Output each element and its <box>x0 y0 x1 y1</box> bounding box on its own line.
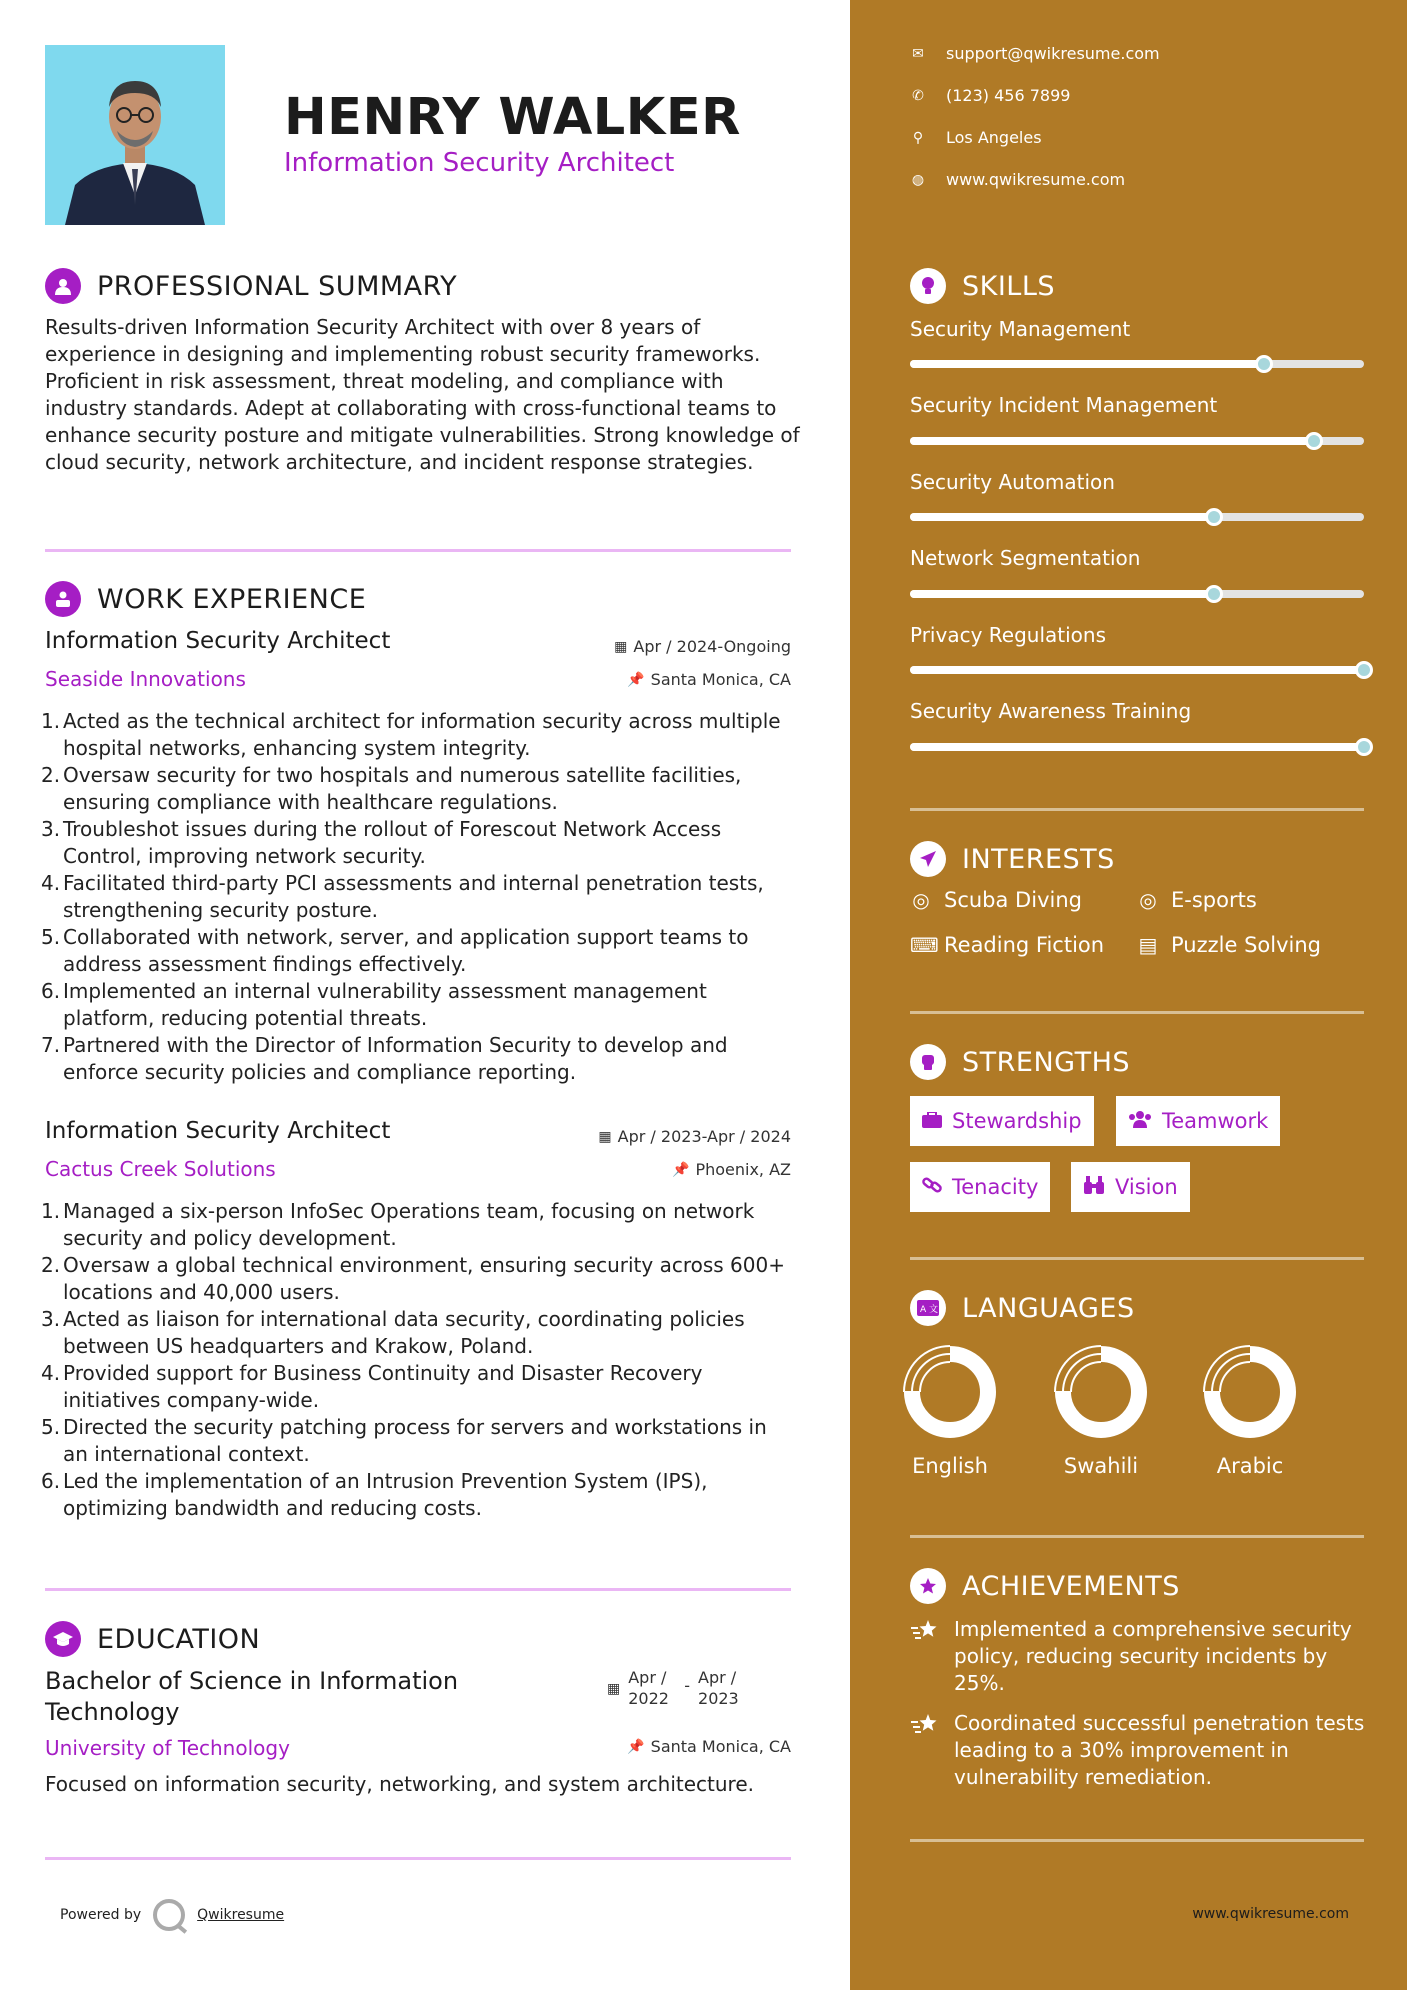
powered-by-label: Powered by <box>60 1907 142 1923</box>
education-location-text: Santa Monica, CA <box>650 1737 791 1756</box>
interest-label: Reading Fiction <box>944 933 1105 957</box>
interest-label: Scuba Diving <box>944 888 1082 912</box>
calendar-icon: ▦ <box>607 1681 621 1697</box>
lightbulb-icon <box>910 268 946 304</box>
skill-label: Security Automation <box>910 470 1115 494</box>
contact-website-text: www.qwikresume.com <box>946 170 1126 189</box>
experience-heading <box>45 581 366 617</box>
skill-bar-knob <box>1255 355 1273 373</box>
life-ring-icon: ◎ <box>1139 888 1157 912</box>
language-label: Swahili <box>1063 1454 1139 1478</box>
skill-bar <box>910 513 1364 521</box>
skill-label: Security Awareness Training <box>910 699 1192 723</box>
skill-bar <box>910 743 1364 751</box>
divider <box>910 808 1364 811</box>
language-label: English <box>912 1454 988 1478</box>
paper-plane-icon <box>910 841 946 877</box>
language-item <box>890 1342 1010 1478</box>
language-icon <box>910 1290 946 1326</box>
footer-website[interactable]: www.qwikresume.com <box>1192 1906 1349 1922</box>
summary-text: Results-driven Information Security Architect with over 8 years of experience in designing and implementing robust security frameworks. Proficient in risk assessment, threat modeling, and compliance with industry standards. Adept at collaborating with cross-functional teams to enhance security posture and mitigate vulnerabilities. Strong knowledge of cloud security, network architecture, and incident response strategies. <box>45 315 800 474</box>
skill-bar-fill <box>910 513 1214 521</box>
divider <box>910 1011 1364 1014</box>
job-dates <box>598 1127 791 1146</box>
strength-label: Teamwork <box>1162 1109 1269 1133</box>
contact-phone-text: (123) 456 7899 <box>946 86 1071 105</box>
brand-link[interactable]: Qwikresume <box>197 1907 285 1923</box>
list-item: Partnered with the Director of Information Security to develop and enforce security policies and compliance reporting. <box>63 1033 728 1084</box>
shooting-star-icon <box>910 1616 940 1697</box>
skill-bar <box>910 590 1364 598</box>
language-ring-outline <box>904 1346 950 1392</box>
skill-bar <box>910 360 1364 368</box>
job-location-text: Santa Monica, CA <box>650 670 791 689</box>
divider <box>45 1588 791 1591</box>
job-dates-text: Apr / 2023-Apr / 2024 <box>617 1127 791 1146</box>
interest-label: Puzzle Solving <box>1171 933 1321 957</box>
list-item: Oversaw a global technical environment, ensuring security across 600+ locations and 40,000 users. <box>63 1253 785 1304</box>
job-company: Cactus Creek Solutions <box>45 1157 276 1181</box>
job-company: Seaside Innovations <box>45 667 246 691</box>
list-item: Implemented an internal vulnerability assessment management platform, reducing potential threats. <box>63 979 707 1030</box>
achievement-item <box>910 1616 1370 1697</box>
divider <box>45 1857 791 1860</box>
skill-bar-fill <box>910 666 1364 674</box>
achievement-text: Implemented a comprehensive security policy, reducing security incidents by 25%. <box>954 1617 1352 1695</box>
qwikresume-logo-icon <box>153 1899 185 1931</box>
contact-phone[interactable] <box>910 86 1070 105</box>
job-title: Information Security Architect <box>45 628 391 654</box>
calendar-icon: ▦ <box>598 1128 612 1145</box>
list-item: Managed a six-person InfoSec Operations team, focusing on network security and policy development. <box>63 1199 755 1250</box>
users-icon <box>1128 1109 1152 1133</box>
strength-chip <box>1116 1096 1280 1146</box>
envelope-icon: ✉ <box>912 45 924 62</box>
svg-text:A: A <box>920 1305 927 1315</box>
globe-icon: ◍ <box>911 171 925 188</box>
achievements-heading <box>910 1568 1180 1604</box>
pin-icon: 📌 <box>627 1738 645 1755</box>
language-ring-outline <box>1055 1346 1101 1392</box>
contact-website[interactable] <box>910 170 1125 189</box>
job-location <box>672 1160 791 1179</box>
skill-bar-knob <box>1355 738 1373 756</box>
skill-bar-knob <box>1205 585 1223 603</box>
candidate-name: HENRY WALKER <box>284 88 741 147</box>
education-school: University of Technology <box>45 1736 290 1760</box>
job-location <box>627 670 791 689</box>
skill-bar-fill <box>910 590 1214 598</box>
interests-heading <box>910 841 1115 877</box>
education-heading-text: EDUCATION <box>97 1623 261 1655</box>
list-item: Directed the security patching process for servers and workstations in an international context. <box>63 1415 767 1466</box>
language-ring <box>1051 1342 1151 1442</box>
language-item <box>1041 1342 1161 1478</box>
list-item: Collaborated with network, server, and application support teams to address assessment findings effectively. <box>63 925 749 976</box>
interest-item <box>1137 888 1257 912</box>
skill-bar-knob <box>1305 432 1323 450</box>
skill-bar-knob <box>1355 661 1373 679</box>
strength-label: Stewardship <box>952 1109 1082 1133</box>
link-icon <box>922 1175 942 1200</box>
summary-heading <box>45 268 457 304</box>
education-end: Apr / 2023 <box>698 1668 739 1708</box>
summary-heading-text: PROFESSIONAL SUMMARY <box>97 270 458 302</box>
achievement-item <box>910 1710 1370 1791</box>
strength-chip <box>910 1096 1094 1146</box>
language-ring <box>1200 1342 1300 1442</box>
skill-bar <box>910 437 1364 445</box>
interest-item <box>910 888 1082 912</box>
divider <box>910 1839 1364 1842</box>
strength-chip <box>910 1162 1050 1212</box>
interest-item <box>1137 933 1321 957</box>
list-item: Oversaw security for two hospitals and numerous satellite facilities, ensuring compliance with healthcare regulations. <box>63 763 742 814</box>
contact-location-text: Los Angeles <box>946 128 1042 147</box>
briefcase-user-icon <box>45 581 81 617</box>
skills-heading-text: SKILLS <box>962 270 1056 302</box>
svg-text:文: 文 <box>929 1305 939 1315</box>
language-item <box>1190 1342 1310 1478</box>
star-icon <box>910 1568 946 1604</box>
pin-icon: 📌 <box>627 671 645 688</box>
briefcase-icon <box>922 1109 942 1133</box>
job-dates <box>614 637 791 656</box>
languages-heading <box>910 1290 1135 1326</box>
skill-bar-fill <box>910 743 1364 751</box>
skill-label: Security Incident Management <box>910 393 1218 417</box>
list-item: Provided support for Business Continuity and Disaster Recovery initiatives company-wide. <box>63 1361 703 1412</box>
job-bullets <box>45 708 795 1086</box>
job-location-text: Phoenix, AZ <box>695 1160 791 1179</box>
list-item: Troubleshot issues during the rollout of Forescout Network Access Control, improving network security. <box>63 817 722 868</box>
skills-heading <box>910 268 1055 304</box>
strengths-heading-text: STRENGTHS <box>962 1046 1131 1078</box>
list-item: Facilitated third-party PCI assessments and internal penetration tests, strengthening security posture. <box>63 871 764 922</box>
skill-label: Network Segmentation <box>910 546 1141 570</box>
strength-label: Vision <box>1115 1175 1178 1199</box>
experience-heading-text: WORK EXPERIENCE <box>97 583 367 615</box>
education-location <box>627 1737 791 1756</box>
divider <box>910 1257 1364 1260</box>
language-ring-outline <box>1204 1346 1250 1392</box>
sidebar <box>850 0 1407 1990</box>
education-description: Focused on information security, networking, and system architecture. <box>45 1772 754 1796</box>
strength-label: Tenacity <box>952 1175 1039 1199</box>
profile-photo <box>45 45 225 225</box>
job-title: Information Security Architect <box>45 1118 391 1144</box>
skill-bar-fill <box>910 360 1264 368</box>
skill-bar <box>910 666 1364 674</box>
job-dates-text: Apr / 2024-Ongoing <box>633 637 791 656</box>
map-pin-icon: ⚲ <box>912 129 924 146</box>
skill-bar-knob <box>1205 508 1223 526</box>
education-dates <box>607 1667 746 1709</box>
contact-email[interactable] <box>910 44 1160 63</box>
gamepad-icon: ⌨ <box>910 933 939 957</box>
contact-location <box>910 128 1042 147</box>
achievements-heading-text: ACHIEVEMENTS <box>962 1570 1180 1602</box>
list-item: Acted as the technical architect for information security across multiple hospital networks, enhancing system integrity. <box>63 709 781 760</box>
book-icon: ▤ <box>1138 933 1158 957</box>
language-label: Arabic <box>1216 1454 1284 1478</box>
language-ring <box>900 1342 1000 1442</box>
education-heading <box>45 1621 260 1657</box>
achievement-text: Coordinated successful penetration tests leading to a 30% improvement in vulnerability remediation. <box>954 1711 1365 1789</box>
education-degree: Bachelor of Science in Information Technology <box>45 1667 459 1726</box>
job-bullets <box>45 1198 795 1522</box>
skill-label: Security Management <box>910 317 1131 341</box>
interests-heading-text: INTERESTS <box>962 843 1115 875</box>
graduation-cap-icon <box>45 1621 81 1657</box>
phone-icon: ✆ <box>912 87 924 104</box>
shooting-star-icon <box>910 1710 940 1791</box>
fist-icon <box>910 1044 946 1080</box>
interest-label: E-sports <box>1171 888 1257 912</box>
languages-heading-text: LANGUAGES <box>962 1292 1135 1324</box>
divider <box>910 1535 1364 1538</box>
interest-item <box>910 933 1104 957</box>
calendar-icon: ▦ <box>614 638 628 655</box>
divider <box>45 549 791 552</box>
contact-email-text: support@qwikresume.com <box>946 44 1160 63</box>
education-start: Apr / 2022 <box>628 1668 669 1708</box>
life-ring-icon: ◎ <box>912 888 930 912</box>
pin-icon: 📌 <box>672 1161 690 1178</box>
list-item: Led the implementation of an Intrusion Prevention System (IPS), optimizing bandwidth and reducing costs. <box>63 1469 708 1520</box>
strength-chip <box>1071 1162 1190 1212</box>
user-icon <box>45 268 81 304</box>
powered-by <box>60 1899 284 1931</box>
skill-bar-fill <box>910 437 1314 445</box>
education-date-separator: - <box>684 1676 691 1695</box>
binoculars-icon <box>1083 1175 1105 1199</box>
list-item: Acted as liaison for international data security, coordinating policies between US headquarters and Krakow, Poland. <box>63 1307 745 1358</box>
skill-label: Privacy Regulations <box>910 623 1106 647</box>
strengths-heading <box>910 1044 1130 1080</box>
candidate-title: Information Security Architect <box>284 148 675 178</box>
